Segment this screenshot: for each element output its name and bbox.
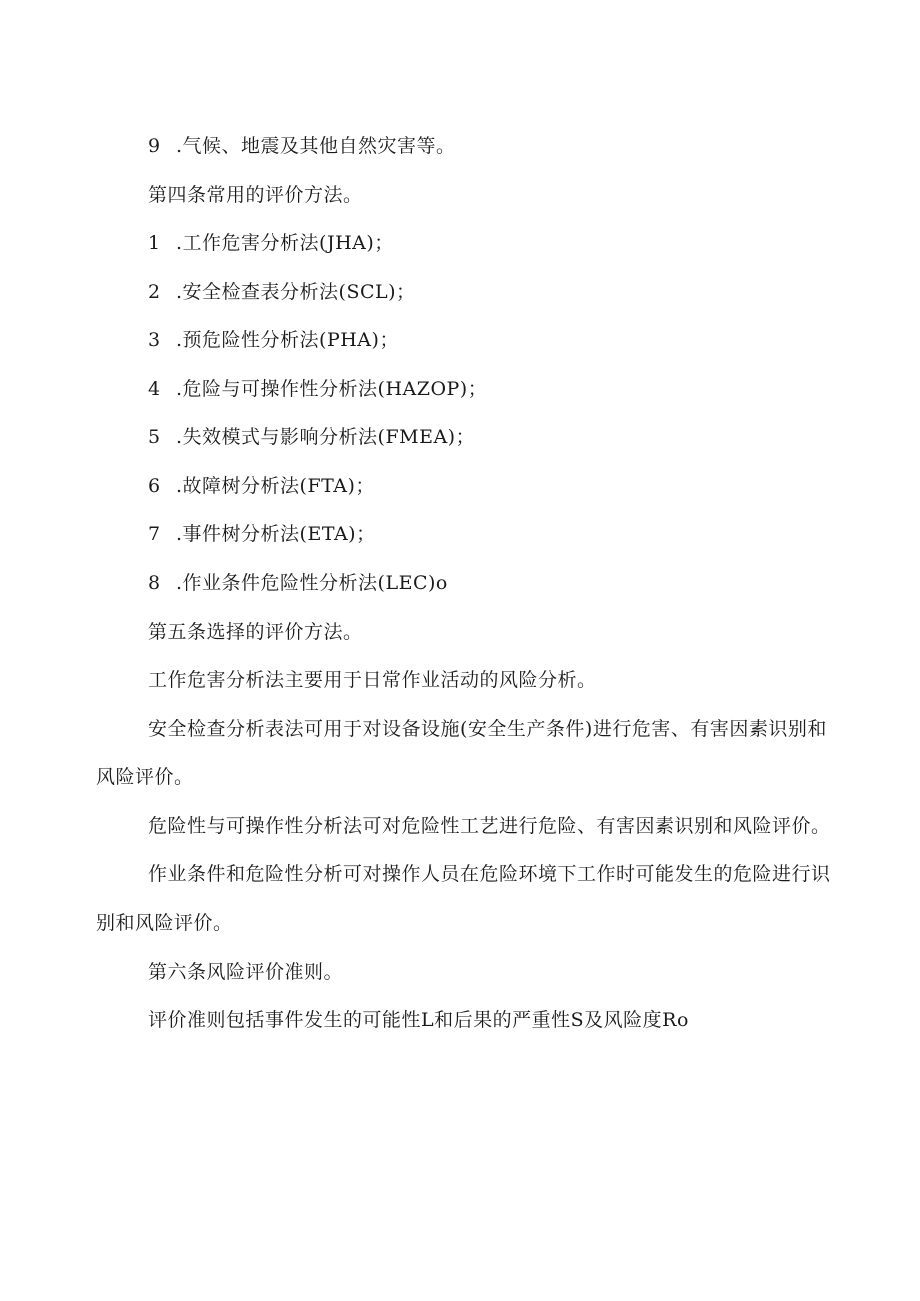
list-item-4 xyxy=(148,377,487,401)
list-text: .危险与可操作性分析法(HAZOP)； xyxy=(176,378,488,400)
list-item-7 xyxy=(148,522,376,546)
list-number: 3 xyxy=(148,329,161,351)
list-item-8 xyxy=(148,571,448,595)
article-6-heading: 第六条风险评价准则。 xyxy=(148,961,344,983)
paragraph-lec-line2: 别和风险评价。 xyxy=(96,912,233,934)
list-text: .预危险性分析法(PHA)； xyxy=(176,329,399,351)
list-number: 2 xyxy=(148,281,161,303)
list-number: 6 xyxy=(148,475,161,497)
list-text: .失效模式与影响分析法(FMEA)； xyxy=(176,426,476,448)
list-item-9 xyxy=(148,134,456,158)
article-5-heading: 第五条选择的评价方法。 xyxy=(148,621,363,643)
article-4-heading: 第四条常用的评价方法。 xyxy=(148,184,363,206)
list-number: 7 xyxy=(148,523,161,545)
list-text: .故障树分析法(FTA)； xyxy=(176,475,375,497)
list-item-6 xyxy=(148,474,375,498)
list-item-3 xyxy=(148,328,399,352)
list-number: 5 xyxy=(148,426,161,448)
list-text: .气候、地震及其他自然灾害等。 xyxy=(176,135,456,157)
paragraph-scl-line1: 安全检查分析表法可用于对设备设施(安全生产条件)进行危害、有害因素识别和 xyxy=(148,718,827,740)
paragraph-jha: 工作危害分析法主要用于日常作业活动的风险分析。 xyxy=(148,669,597,691)
paragraph-scl-line2: 风险评价。 xyxy=(96,766,194,788)
list-number: 1 xyxy=(148,232,161,254)
list-item-1 xyxy=(148,231,394,255)
list-number: 4 xyxy=(148,378,161,400)
paragraph-hazop: 危险性与可操作性分析法可对危险性工艺进行危险、有害因素识别和风险评价。 xyxy=(148,815,831,837)
paragraph-lec-line1: 作业条件和危险性分析可对操作人员在危险环境下工作时可能发生的危险进行识 xyxy=(148,863,831,885)
list-number: 9 xyxy=(148,135,161,157)
list-text: .事件树分析法(ETA)； xyxy=(176,523,376,545)
list-text: .工作危害分析法(JHA)； xyxy=(176,232,394,254)
list-item-2 xyxy=(148,280,416,304)
list-text: .作业条件危险性分析法(LEC)o xyxy=(176,572,448,594)
list-number: 8 xyxy=(148,572,161,594)
list-item-5 xyxy=(148,425,475,449)
paragraph-criteria: 评价准则包括事件发生的可能性L和后果的严重性S及风险度Ro xyxy=(148,1009,689,1031)
list-text: .安全检查表分析法(SCL)； xyxy=(176,281,416,303)
